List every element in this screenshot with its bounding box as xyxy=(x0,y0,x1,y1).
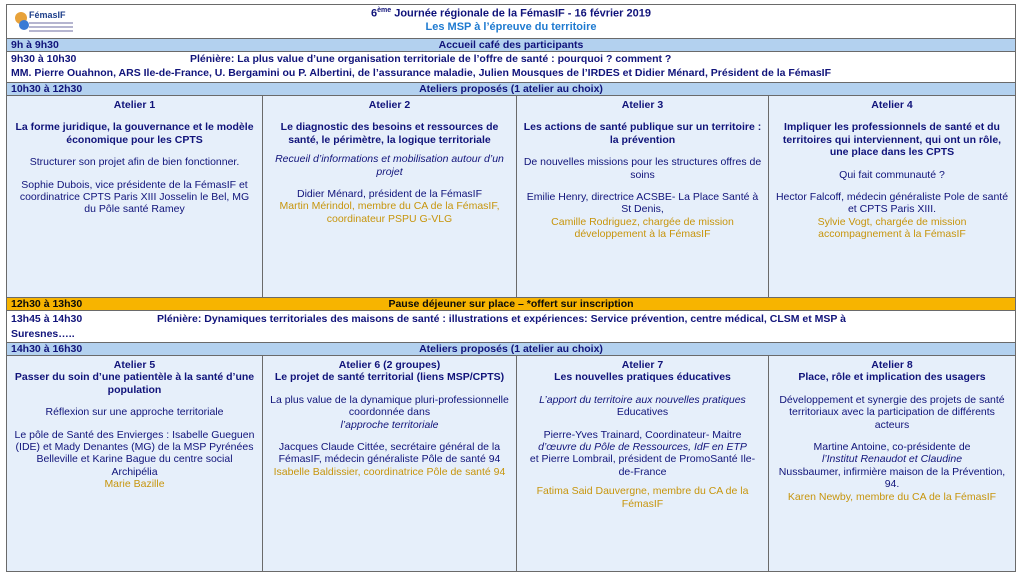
atelier-6-cell xyxy=(263,356,517,571)
atelier-name: Atelier 3 xyxy=(621,99,664,111)
atelier-title: La forme juridique, la gouvernance et le modèle économique pour les CPTS xyxy=(15,121,254,146)
time-label: 12h30 à 13h30 xyxy=(11,298,83,310)
pleniere-title: Plénière: Dynamiques territoriales des maisons de santé : illustrations et expériences: Service prévention, centre médical, CLSM et MSP à xyxy=(157,313,846,325)
atelier-people-secondary: Isabelle Baldissier, coordinatrice Pôle de santé 94 xyxy=(273,465,506,478)
atelier-desc: De nouvelles missions pour les structures offres de soins xyxy=(523,156,762,181)
pleniere-title-continued: Suresnes….. xyxy=(11,328,75,340)
atelier-name: Atelier 1 xyxy=(113,99,156,111)
atelier-name: Atelier 2 xyxy=(368,99,411,111)
pleniere-speakers: MM. Pierre Ouahnon, ARS Ile-de-France, U. Bergamini ou P. Albertini, de l’assurance maladie, Julien Mousques de l’IRDES et Didier Ménard, Président de la FémasIF xyxy=(11,67,831,79)
time-label: 9h à 9h30 xyxy=(11,39,59,51)
time-label: 10h30 à 12h30 xyxy=(11,83,83,95)
atelier-people: Hector Falcoff, médecin généraliste Pole de santé et CPTS Paris XIII. xyxy=(775,191,1009,216)
atelier-people: Didier Ménard, président de la FémasIF xyxy=(297,188,482,201)
atelier-title: Le projet de santé territorial (liens MSP/CPTS) xyxy=(274,371,505,384)
logo-text: FémasIF xyxy=(29,10,66,20)
atelier-desc-italic: L’apport du territoire aux nouvelles pratiques xyxy=(539,393,746,406)
atelier-people-secondary: Fatima Said Dauvergne, membre du CA de la FémasIF xyxy=(536,485,749,510)
atelier-title: Place, rôle et implication des usagers xyxy=(798,371,986,384)
row-label: Ateliers proposés (1 atelier au choix) xyxy=(419,83,603,95)
atelier-desc: Développement et synergie des projets de santé territoriaux avec la participation de différents acteurs xyxy=(779,393,1005,431)
event-subtitle: Les MSP à l’épreuve du territoire xyxy=(425,21,597,33)
atelier-people-secondary: Sylvie Vogt, chargée de mission accompagnement à la FémasIF xyxy=(817,215,967,241)
row-label: Pause déjeuner sur place – *offert sur inscription xyxy=(388,298,634,310)
atelier-name: Atelier 7 xyxy=(621,359,664,371)
atelier-title: Passer du soin d’une patientèle à la santé d’une population xyxy=(14,371,255,396)
session-am-row xyxy=(7,83,1015,96)
atelier-desc: Réflexion sur une approche territoriale xyxy=(45,406,224,419)
atelier-1-cell xyxy=(7,96,263,297)
atelier-people-secondary: Karen Newby, membre du CA de la FémasIF xyxy=(787,490,997,503)
time-label: 13h45 à 14h30 xyxy=(11,313,83,325)
atelier-title: Le diagnostic des besoins et ressources de santé, le périmètre, la logique territoriale xyxy=(280,121,499,146)
pleniere-2-row xyxy=(7,311,1015,343)
atelier-2-cell xyxy=(263,96,517,297)
atelier-people-secondary: Camille Rodriguez, chargée de mission développement à la FémasIF xyxy=(551,215,734,241)
atelier-title: Les nouvelles pratiques éducatives xyxy=(554,371,731,384)
row-label: Ateliers proposés (1 atelier au choix) xyxy=(419,343,603,355)
atelier-4-cell xyxy=(769,96,1015,297)
atelier-people: Emilie Henry, directrice ACSBE- La Place Santé à St Denis, xyxy=(526,191,759,216)
atelier-people-italic: l’Institut Renaudot et Claudine xyxy=(821,453,963,466)
atelier-people: Le pôle de Santé des Envierges : Isabelle Gueguen (IDE) et Mady Denantes (MG) de la MSP Pyrénées Belleville et Karine Bague du centre social Archipélia xyxy=(14,428,255,478)
atelier-desc-italic: l’approche territoriale xyxy=(340,418,439,431)
atelier-title: Impliquer les professionnels de santé et du territoires qui interviennent, qui ont un rôle, une place dans les CPTS xyxy=(782,121,1002,159)
lunch-row xyxy=(7,298,1015,311)
time-label: 9h30 à 10h30 xyxy=(11,53,77,65)
atelier-5-cell xyxy=(7,356,263,571)
accueil-row xyxy=(7,39,1015,52)
atelier-3-cell xyxy=(517,96,769,297)
atelier-people: Pierre-Yves Trainard, Coordinateur- Maitre xyxy=(543,428,742,441)
atelier-name: Atelier 6 (2 groupes) xyxy=(338,359,441,371)
atelier-desc: Educatives xyxy=(616,406,669,419)
atelier-name: Atelier 8 xyxy=(871,359,913,371)
atelier-people-continued: Nussbaumer, infirmière maison de la Prévention, 94. xyxy=(778,465,1006,491)
pleniere-title: Plénière: La plus value d’une organisation territoriale de l’offre de santé : pourquoi ? comment ? xyxy=(190,53,672,65)
atelier-desc: Qui fait communauté ? xyxy=(839,168,945,181)
atelier-people: Sophie Dubois, vice présidente de la FémasIF et coordinatrice CPTS Paris XIII Josselin le Bel, MG du Pôle santé Ramey xyxy=(19,178,250,216)
row-label: Accueil café des participants xyxy=(438,39,584,51)
atelier-name: Atelier 4 xyxy=(871,99,913,111)
atelier-people-secondary: Martin Mérindol, membre du CA de la FémasIF, coordinateur PSPU G-VLG xyxy=(279,200,500,225)
session-pm-row xyxy=(7,343,1015,356)
program-sheet xyxy=(6,4,1016,572)
atelier-people-italic: d’œuvre du Pôle de Ressources, IdF en ETP xyxy=(538,441,747,454)
atelier-desc: Structurer son projet afin de bien fonctionner. xyxy=(29,156,240,169)
atelier-name: Atelier 5 xyxy=(113,359,156,371)
ateliers-am-row xyxy=(7,96,1015,298)
pleniere-1-row xyxy=(7,52,1015,83)
atelier-title: Les actions de santé publique sur un territoire : la prévention xyxy=(523,121,762,146)
atelier-people: Jacques Claude Cittée, secrétaire général de la FémasIF, médecin généraliste Pôle de santé 94 xyxy=(278,441,501,466)
event-title: 6ème Journée régionale de la FémasIF - 16 février 2019 xyxy=(371,7,651,20)
atelier-desc: La plus value de la dynamique pluri-professionnelle coordonnée dans xyxy=(270,393,509,419)
atelier-7-cell xyxy=(517,356,769,571)
atelier-desc: Recueil d’informations et mobilisation autour d’un projet xyxy=(275,153,504,178)
atelier-people-continued: et Pierre Lombrail, président de PromoSanté Ile-de-France xyxy=(529,453,756,478)
atelier-people-secondary: Marie Bazille xyxy=(104,478,165,491)
atelier-people: Martine Antoine, co-présidente de xyxy=(813,441,971,454)
time-label: 14h30 à 16h30 xyxy=(11,343,83,355)
ateliers-pm-row xyxy=(7,356,1015,571)
program-header xyxy=(7,5,1015,39)
atelier-8-cell xyxy=(769,356,1015,571)
